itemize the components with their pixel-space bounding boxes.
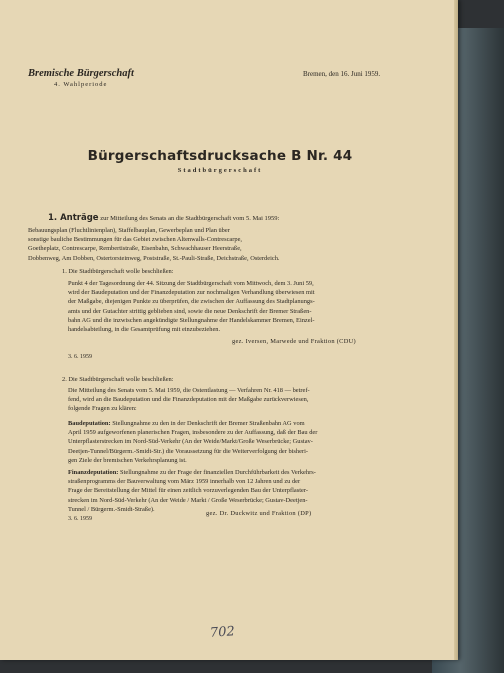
motion1-line: wird der Baudeputation und der Finanzdeputation zur nochmaligen Verhandlung überwiesen mit <box>68 289 315 297</box>
baudeputation-line: April 1959 aufgeworfenen planerischen Fragen, insbesondere zu der Auffassung, daß der Bau der <box>68 429 318 437</box>
motion1-date: 3. 6. 1959 <box>68 354 92 360</box>
motion1-line: handelsabteilung, in die Gesamtprüfung mit einzubeziehen. <box>68 326 221 334</box>
document-title: Bürgerschaftsdrucksache B Nr. 44 <box>87 148 353 164</box>
item1-subject <box>28 226 280 263</box>
page-edge <box>454 0 458 660</box>
baudeputation-line: Unterpflasterstrecken im Nord-Süd-Verkehr (An der Weide/Markt/Große Weserbrücke; Gustav- <box>68 438 313 446</box>
handwritten-page-number: 702 <box>209 624 236 641</box>
motion1-intro: 1. Die Stadtbürgerschaft wolle beschließen: <box>62 268 174 275</box>
motion1-line: der Maßgabe, diejenigen Punkte zu überprüfen, die zwischen der Auffassung des Stadtplanungs- <box>68 298 315 306</box>
motion1-body <box>68 279 315 334</box>
baudeputation-line: gen Ziele der bremischen Verkehrsplanung ist. <box>68 456 187 464</box>
motion2-line: fend, wird an die Baudeputation und die Finanzdeputation mit der Maßgabe zurückverwiesen, <box>68 396 309 404</box>
motion2-signature: gez. Dr. Duckwitz und Fraktion (DP) <box>206 510 312 517</box>
parliament-name: Bremische Bürgerschaft <box>28 68 134 79</box>
motion2-line: Die Mitteilung des Senats vom 5. Mai 1959, die Ostentlastung — Verfahren Nr. 418 — betref- <box>68 387 310 394</box>
finanzdeputation-line: Frage der Bereitstellung der Mittel für einen zeitlich vorzuverlegenden Bau der Unterpflaster- <box>68 487 308 495</box>
motion1-line: amts und der Gutachter strittig geblieben sind, sowie die neue Denkschrift der Bremer Straßen- <box>68 307 312 315</box>
motion2-intro: 2. Die Stadtbürgerschaft wolle beschließen: <box>62 376 174 383</box>
motion2-body <box>68 386 310 414</box>
finanzdeputation-line: strecken im Nord-Süd-Verkehr (An der Weide / Markt / Große Weserbrücke; Gustav-Deetjen- <box>68 496 308 504</box>
baudeputation-line: Deetjen-Tunnel/Bürgerm.-Smidt-Str.) die Voraussetzung für die Weiterverfolgung der bisheri- <box>68 447 308 455</box>
subject-line: Dobbenweg, Am Dobben, Ostertorsteinweg, Poststraße, St.-Pauli-Straße, Deichstraße, Osterdeich. <box>28 254 280 262</box>
document-subtitle: Stadtbürgerschaft <box>177 167 263 174</box>
item1-label: 1. Anträge <box>48 213 99 223</box>
subject-line: sonstige bauliche Bestimmungen für das Gebiet zwischen Altenwalls-Contrescarpe, <box>28 236 243 244</box>
item1-text: zur Mitteilung des Senats an die Stadtbürgerschaft vom 5. Mai 1959: <box>100 215 280 222</box>
document-date: Bremen, den 16. Juni 1959. <box>303 70 381 78</box>
motion2-date: 3. 6. 1959 <box>68 516 92 522</box>
subject-line: Bebauungsplan (Fluchtlinienplan), Staffelbauplan, Gewerbeplan und Plan über <box>28 227 230 234</box>
baudeputation-label: Baudeputation: <box>68 420 111 427</box>
baudeputation-text: Stellungnahme zu den in der Denkschrift der Bremer Straßenbahn AG vom <box>112 420 305 427</box>
legislative-period: 4. Wahlperiode <box>54 81 108 88</box>
motion1-signature: gez. Iversen, Marwede und Fraktion (CDU) <box>232 338 356 345</box>
finanzdeputation-label: Finanzdeputation: <box>68 469 119 476</box>
motion1-line: Punkt 4 der Tagesordnung der 44. Sitzung der Stadtbürgerschaft vom Mittwoch, dem 3. Juni 59, <box>68 280 314 287</box>
finanzdeputation-line: straßenprogramms der Bauverwaltung vom März 1959 innerhalb von 12 Jahren und zu der <box>68 478 301 486</box>
item1-heading <box>48 213 279 223</box>
motion1-line: bahn AG und die inzwischen angekündigte Stellungnahme der Handelskammer Bremen, Einzel- <box>68 316 315 324</box>
baudeputation-block <box>68 419 317 465</box>
finanzdeputation-block <box>68 468 316 514</box>
finanzdeputation-line: Tunnel / Bürgerm.-Smidt-Straße). <box>68 505 155 513</box>
baudeputation-first-line <box>68 419 317 428</box>
finanzdeputation-first-line <box>68 468 316 477</box>
motion2-line: folgende Fragen zu klären: <box>68 405 137 413</box>
subject-line: Goetheplatz, Contrescarpe, Rembertistraße, Eisenbahn, Schwachhauser Heerstraße, <box>28 245 242 253</box>
finanzdeputation-text: Stellungnahme zu der Frage der finanziellen Durchführbarkeit des Verkehrs- <box>120 469 316 476</box>
